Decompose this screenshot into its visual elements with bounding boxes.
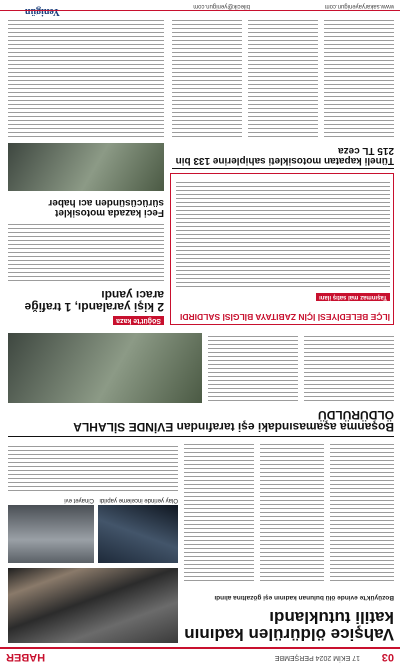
lead-subhead: Bozüyük'te evinde ölü bulunan kadının eşi gözaltına alındı [214,594,394,601]
story-two-body-1 [304,333,394,403]
street-photo-caption: Cinayet evi [64,497,94,503]
story-three-body [8,223,164,283]
issue-date: 17 EKİM 2024 PERŞEMBE [274,654,360,661]
footer-left: www.sakaryayenigun.com [324,3,394,9]
page-footer [0,0,400,11]
lead-headline: Vahşice öldürülen kadının katili tutuklandı [184,607,394,644]
story-three-kicker: Söğüt'te kaza [113,316,164,325]
story-five-headline: Tüneli kapatan motosikleti sahiplerine 133 bin 215 TL ceza [175,144,394,166]
story-four-body [8,19,164,139]
section-rule-2 [172,168,394,169]
story-four-photo [8,143,164,191]
lead-photo [8,568,178,643]
footer-right: bilecik@yenigun.com [193,3,250,9]
story-three-headline: 2 kişi yaralandı, 1 trafiğe aracı yandı [24,287,164,314]
story-five-body-1 [324,19,394,139]
notice-box-headline: İLÇE BELEDİYESİ İÇİN ZABITAYA BİLGİSİ SALDIRDI [179,312,390,322]
section-rule-1 [8,436,394,437]
photo-side-body [8,443,178,493]
story-two-headline: Boşanma aşamasındaki eşi tarafından EVİNDE SİLAHLA ÖLDÜRÜLDÜ [73,407,394,434]
police-photo [98,505,178,563]
lead-body-col-1 [330,443,394,583]
lead-body-col-2 [260,443,324,583]
story-five-body-3 [172,19,242,139]
notice-box-label: Taşınmaz mal satış ilanı [316,293,390,301]
story-two-photo [8,333,202,403]
lead-body-col-3 [184,443,254,583]
story-four-headline: Feci kazada motosiklet sürücüsünden acı haber [48,196,164,218]
section-name: HABER [6,651,46,663]
street-photo [8,505,94,563]
page-header [0,647,400,665]
police-photo-caption: Olay yerinde inceleme yapıldı [99,497,178,503]
brand-logo: Yenigün [24,6,60,17]
notice-box-body [176,179,390,289]
story-five-body-2 [248,19,318,139]
page-number: 03 [381,651,394,663]
story-two-body-2 [208,333,298,403]
